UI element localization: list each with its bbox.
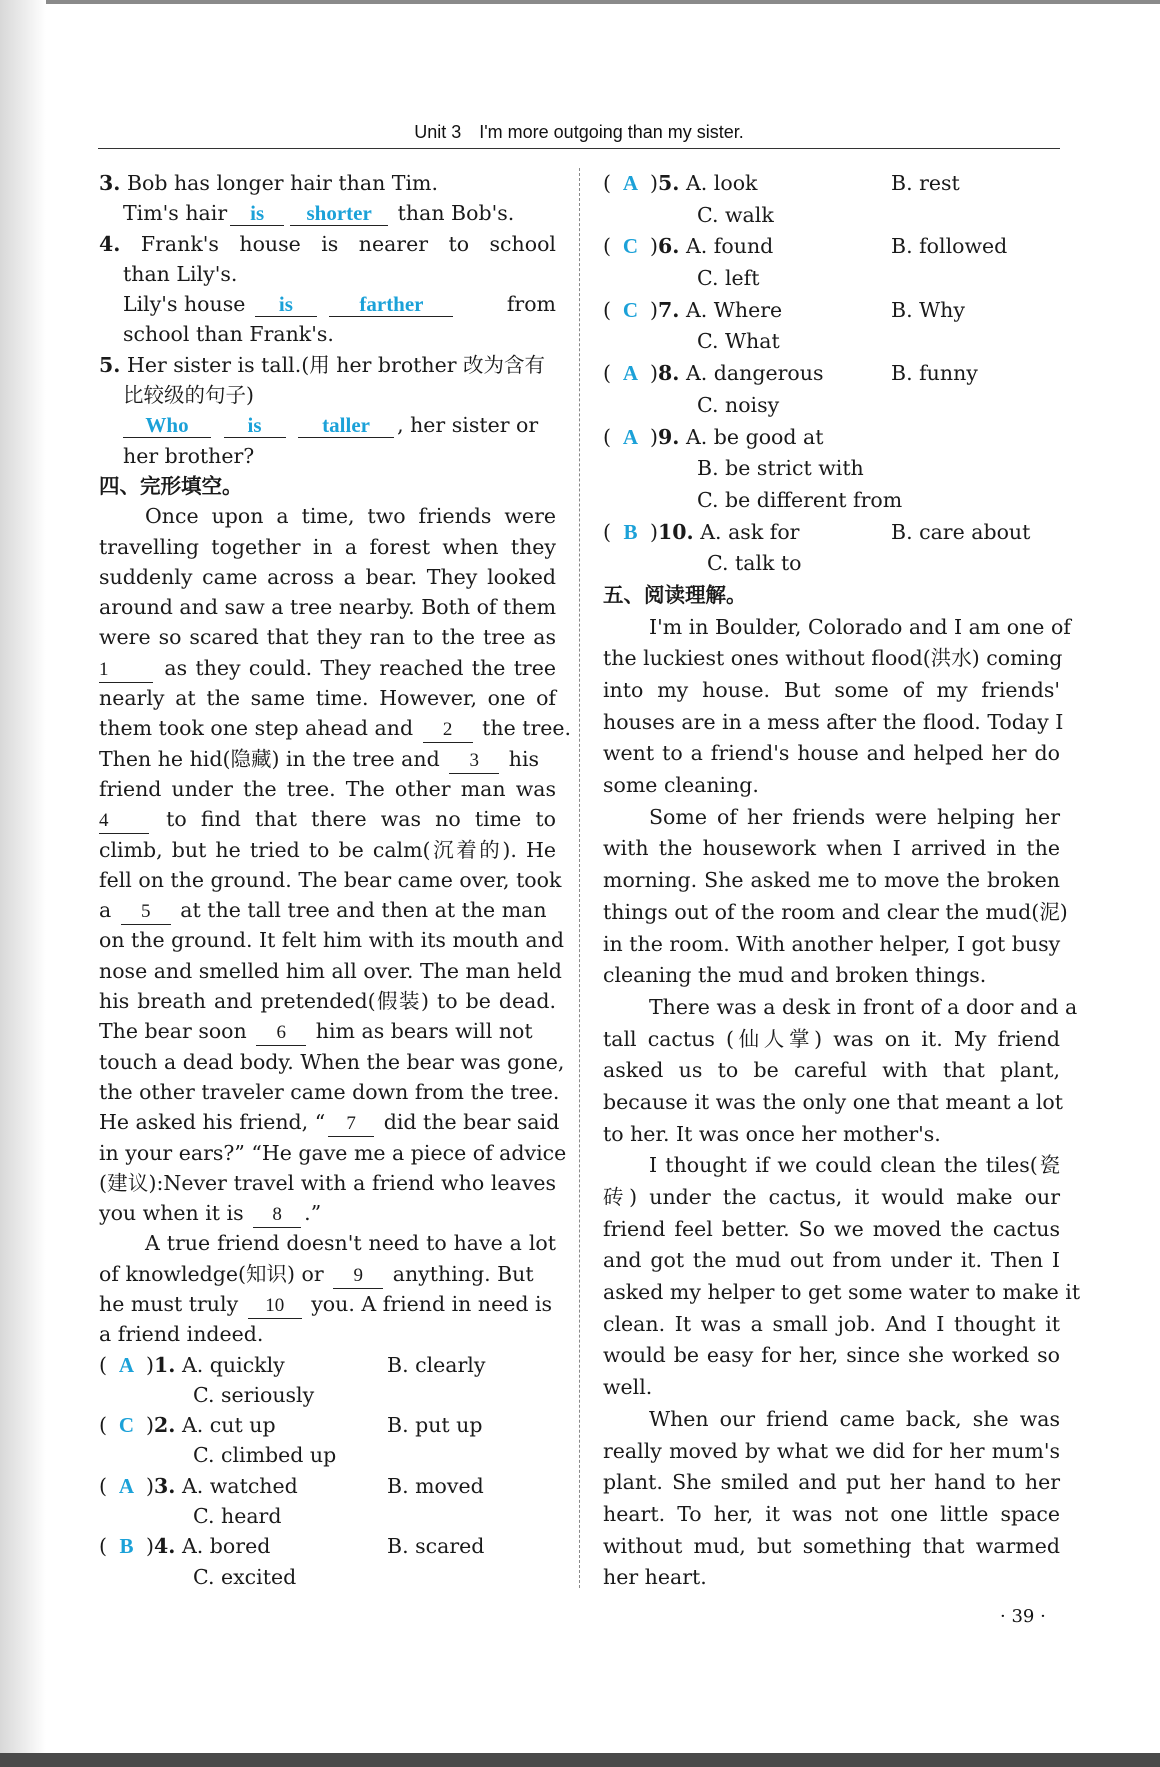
choice-item-5-c: C. walk — [697, 202, 774, 227]
reading-line: 砖) under the cactus, it would make our — [603, 1185, 1060, 1209]
q3-blank-2: shorter — [290, 201, 388, 226]
cloze-blank-6: 6 — [256, 1021, 306, 1046]
reading-line: When our friend came back, she was — [649, 1406, 1060, 1431]
q5-answer-line: Who is taller , her sister or — [99, 410, 556, 440]
q5-line-4: her brother? — [123, 443, 255, 468]
cloze-blank-5: 5 — [121, 900, 171, 925]
reading-line: asked my helper to get some water to make it — [603, 1280, 1081, 1305]
passage-line: The bear soon 6 him as bears will not — [99, 1016, 556, 1046]
section-4-title: 四、完形填空。 — [99, 473, 243, 498]
choice-item-3-c: C. heard — [193, 1504, 282, 1529]
reading-line: There was a desk in front of a door and a — [649, 994, 1078, 1019]
q3-stem: 3. Bob has longer hair than Tim. — [99, 171, 438, 195]
q4-answer-line: Lily's house is farther from — [123, 292, 556, 317]
page-header: Unit 3 I'm more outgoing than my sister. — [414, 122, 744, 142]
q4-blank-1: is — [255, 292, 317, 317]
passage-line: 1 as they could. They reached the tree — [99, 653, 556, 683]
q5-blank-1: Who — [123, 413, 211, 438]
reading-line: her heart. — [603, 1565, 707, 1590]
choice-item-2: ( C )2. A. cut up B. put up — [99, 1413, 483, 1438]
passage-line: climb, but he tried to be calm(沉着的). He — [99, 837, 556, 862]
cloze-blank-9: 9 — [333, 1264, 383, 1289]
reading-line: houses are in a mess after the flood. Today I — [603, 709, 1064, 734]
passage-line: fell on the ground. The bear came over, took — [99, 867, 562, 892]
passage-line: nose and smelled him all over. The man held — [99, 958, 562, 983]
reading-line: friend feel better. So we moved the cactus — [603, 1216, 1060, 1241]
q3-answer-line: Tim's hair is shorter than Bob's. — [123, 201, 515, 226]
q4-line-4: school than Frank's. — [123, 322, 334, 347]
left-column — [99, 168, 572, 1592]
passage-line: (建议):Never travel with a friend who leaves — [99, 1170, 556, 1195]
reading-line: heart. To her, it was not one little space — [603, 1501, 1060, 1526]
reading-line: cleaning the mud and broken things. — [603, 963, 987, 988]
right-column — [603, 168, 1081, 1594]
choice-item-8-c: C. noisy — [697, 392, 780, 417]
q5-stem-2: 比较级的句子) — [123, 383, 254, 408]
reading-line: without mud, but something that warmed — [603, 1533, 1060, 1558]
q3-blank-1: is — [230, 201, 284, 226]
q4-stem: 4. Frank's house is nearer to school — [99, 231, 556, 256]
choice-item-6: ( C )6. A. found B. followed — [603, 234, 1008, 259]
passage-line: his breath and pretended(假装) to be dead. — [99, 989, 556, 1014]
choice-item-6-c: C. left — [697, 266, 760, 291]
top-border — [0, 0, 1160, 4]
passage-line: were so scared that they ran to the tree as — [99, 625, 556, 650]
reading-line: because it was the only one that meant a lot — [603, 1089, 1063, 1114]
cloze-blank-1: 1 — [99, 658, 153, 683]
reading-line: I thought if we could clean the tiles(瓷 — [649, 1153, 1060, 1178]
choice-item-2-c: C. climbed up — [193, 1443, 337, 1468]
reading-line: morning. She asked me to move the broken — [603, 868, 1060, 893]
passage-line: He asked his friend, “ 7 did the bear said — [99, 1107, 556, 1137]
choice-item-5: ( A )5. A. look B. rest — [603, 171, 960, 195]
choice-item-4-c: C. excited — [193, 1564, 297, 1589]
reading-line: to her. It was once her mother's. — [603, 1121, 941, 1146]
reading-line: some cleaning. — [603, 773, 759, 798]
reading-line: into my house. But some of my friends' — [603, 678, 1060, 702]
reading-line: well. — [603, 1375, 653, 1400]
reading-line: the luckiest ones without flood(洪水) coming — [603, 646, 1063, 671]
passage-line: Then he hid(隐藏) in the tree and 3 his — [99, 744, 556, 774]
choice-item-7-c: C. What — [697, 329, 780, 354]
cloze-blank-2: 2 — [423, 718, 473, 743]
page-edge-shadow — [0, 0, 46, 1767]
choice-item-10-c: C. talk to — [707, 551, 802, 576]
passage-line: Once upon a time, two friends were — [145, 504, 556, 529]
reading-line: with the housework when I arrived in the — [603, 836, 1060, 861]
q4-stem-2: than Lily's. — [123, 261, 238, 286]
passage-line: suddenly came across a bear. They looked — [99, 564, 556, 589]
reading-line: asked us to be careful with that plant, — [603, 1058, 1060, 1083]
reading-line: Some of her friends were helping her — [649, 804, 1060, 829]
choice-item-1: ( A )1. A. quickly B. clearly — [99, 1352, 486, 1377]
passage-line: 4 to find that there was no time to — [99, 804, 556, 834]
q4-blank-2: farther — [329, 292, 453, 317]
bottom-border — [0, 1753, 1160, 1767]
reading-line: tall cactus (仙人掌) was on it. My friend — [603, 1026, 1060, 1051]
cloze-blank-8: 8 — [253, 1203, 301, 1228]
cloze-blank-7: 7 — [328, 1112, 374, 1137]
passage-line: of knowledge(知识) or 9 anything. But — [99, 1259, 556, 1289]
passage-line: friend under the tree. The other man was — [99, 776, 556, 801]
reading-line: would be easy for her, since she worked so — [603, 1343, 1060, 1368]
choice-item-9: ( A )9. A. be good at — [603, 424, 824, 449]
passage-line: them took one step ahead and 2 the tree. — [99, 713, 556, 743]
cloze-blank-4: 4 — [99, 809, 149, 834]
choice-item-9-b: B. be strict with — [697, 456, 864, 481]
column-divider — [579, 168, 580, 1588]
choice-item-4: ( B )4. A. bored B. scared — [99, 1534, 485, 1559]
reading-line: I'm in Boulder, Colorado and I am one of — [649, 614, 1071, 639]
choice-item-9-c: C. be different from — [697, 487, 903, 512]
reading-line: really moved by what we did for her mum's — [603, 1438, 1060, 1463]
passage-line: around and saw a tree nearby. Both of them — [99, 595, 557, 620]
passage-line: you when it is 8 .” — [99, 1198, 556, 1228]
reading-line: plant. She smiled and put her hand to her — [603, 1470, 1060, 1495]
passage-line: a 5 at the tall tree and then at the man — [99, 895, 556, 925]
reading-line: clean. It was a small job. And I thought it — [603, 1311, 1060, 1336]
passage-line: the other traveler came down from the tree. — [99, 1079, 560, 1104]
choice-item-8: ( A )8. A. dangerous B. funny — [603, 361, 978, 386]
choice-item-7: ( C )7. A. Where B. Why — [603, 297, 965, 322]
choice-item-3: ( A )3. A. watched B. moved — [99, 1473, 484, 1498]
cloze-blank-3: 3 — [449, 749, 499, 774]
q5-stem: 5. Her sister is tall.(用 her brother 改为含有 — [99, 352, 546, 377]
choice-item-10: ( B )10. A. ask for B. care about — [603, 519, 1031, 544]
passage-line: nearly at the same time. However, one of — [99, 686, 556, 711]
reading-line: and got the mud out from under it. Then I — [603, 1248, 1060, 1273]
passage-line: travelling together in a forest when they — [99, 534, 556, 559]
q5-blank-2: is — [224, 413, 286, 438]
passage-line: on the ground. It felt him with its mouth and — [99, 928, 564, 953]
header-rule — [98, 148, 1060, 149]
cloze-blank-10: 10 — [248, 1294, 302, 1319]
reading-line: went to a friend's house and helped her do — [603, 741, 1060, 766]
reading-line: in the room. With another helper, I got busy — [603, 931, 1061, 956]
passage-line: a friend indeed. — [99, 1322, 264, 1347]
page-number: · 39 · — [1000, 1606, 1046, 1627]
passage-line: he must truly 10 you. A friend in need is — [99, 1289, 556, 1319]
q5-blank-3: taller — [298, 413, 394, 438]
section-5-title: 五、阅读理解。 — [603, 582, 747, 607]
passage-line: in your ears?” “He gave me a piece of advice — [99, 1140, 567, 1165]
passage-line: touch a dead body. When the bear was gone, — [99, 1049, 565, 1074]
passage-line: A true friend doesn't need to have a lot — [145, 1231, 556, 1256]
choice-item-1-c: C. seriously — [193, 1382, 315, 1407]
reading-line: things out of the room and clear the mud(泥) — [603, 899, 1068, 924]
